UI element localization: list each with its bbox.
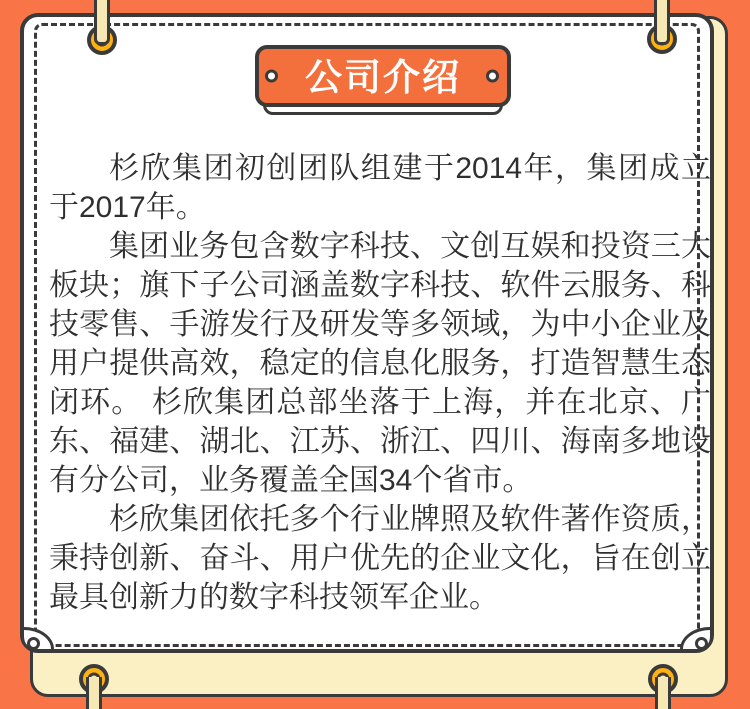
- binder-strap-bottom-right: [655, 677, 671, 709]
- intro-text-block: [49, 149, 711, 617]
- corner-rivet-bottom-right: [695, 637, 708, 650]
- banner-rivet-right: [486, 70, 499, 83]
- banner-rivet-left: [265, 70, 278, 83]
- page-title: 公司介绍: [305, 56, 461, 98]
- intro-paragraph: 杉欣集团依托多个行业牌照及软件著作资质，秉持创新、奋斗、用户优先的企业文化，旨在创立最具创新力的数字科技领军企业。: [49, 503, 711, 614]
- binder-strap-top-right: [654, 0, 670, 45]
- corner-rivet-bottom-left: [27, 637, 40, 650]
- binder-strap-bottom-left: [86, 677, 102, 709]
- intro-paragraph: 集团业务包含数字科技、文创互娱和投资三大板块；旗下子公司涵盖数字科技、软件云服务、科技零售、手游发行及研发等多领域，为中小企业及用户提供高效，稳定的信息化服务，打造智慧生态闭环。 杉欣集团总部坐落于上海，并在北京、广东、福建、湖北、江苏、浙江、四川、海南多地设有分公司，业务覆盖全国34个省市。: [49, 230, 711, 497]
- title-banner: [255, 45, 511, 107]
- intro-paragraph: 杉欣集团初创团队组建于2014年，集团成立于2017年。: [49, 152, 711, 224]
- binder-strap-top-left: [94, 0, 110, 45]
